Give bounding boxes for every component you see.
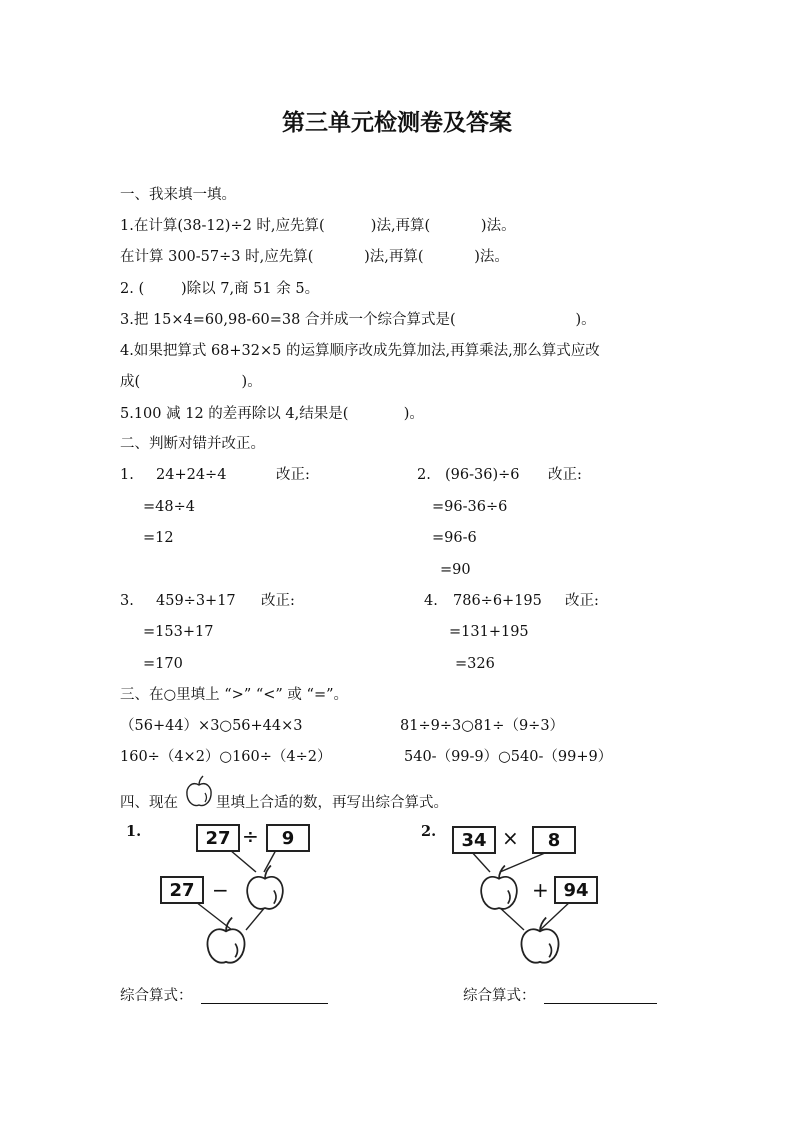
formula-answer-line-1[interactable] (201, 1003, 328, 1004)
problem-1-expression: 24+24÷4 (156, 467, 227, 483)
diagram-2 (446, 820, 596, 968)
page-title: 第三单元检测卷及答案 (282, 110, 512, 136)
diagram-1-box-a: 27 (196, 824, 240, 852)
diagram-2-number: 2. (421, 823, 437, 840)
section1-heading: 一、我来填一填。 (120, 187, 236, 203)
question-4b: 成( )。 (120, 374, 262, 390)
problem-2-step-3: =90 (440, 562, 471, 578)
question-4a: 4.如果把算式 68+32×5 的运算顺序改成先算加法,再算乘法,那么算式应改 (120, 343, 600, 359)
problem-1-fix-label: 改正: (276, 467, 310, 483)
problem-2-number: 2. (417, 467, 431, 483)
section2-heading: 二、判断对错并改正。 (120, 436, 265, 452)
problem-2-expression: (96-36)÷6 (445, 467, 520, 483)
problem-3-fix-label: 改正: (261, 593, 295, 609)
problem-3-expression: 459÷3+17 (156, 593, 236, 609)
problem-1-step-1: =48÷4 (143, 499, 195, 515)
diagram-2-operator-2: + (532, 878, 549, 902)
problem-4-step-2: =326 (455, 656, 495, 672)
problem-3-step-2: =170 (143, 656, 183, 672)
diagram-2-apple-1-icon (474, 864, 524, 914)
compare-2: 81÷9÷3○81÷（9÷3） (400, 718, 565, 734)
problem-3-step-1: =153+17 (143, 624, 214, 640)
formula-label-2: 综合算式： (463, 988, 536, 1004)
question-3: 3.把 15×4=60,98-60=38 合并成一个综合算式是( )。 (120, 312, 596, 328)
problem-2-step-1: =96-36÷6 (432, 499, 508, 515)
question-2: 2. ( )除以 7,商 51 余 5。 (120, 281, 320, 297)
diagram-1-apple-1-icon (240, 864, 290, 914)
diagram-2-apple-2-icon (512, 916, 568, 968)
section3-heading: 三、在○里填上 “>” “<” 或 “=”。 (120, 687, 349, 703)
diagram-2-box-b: 8 (532, 826, 576, 854)
problem-4-expression: 786÷6+195 (453, 593, 542, 609)
diagram-2-operator-1: × (502, 826, 519, 850)
compare-4: 540-（99-9）○540-（99+9） (404, 749, 613, 765)
problem-1-step-2: =12 (143, 530, 174, 546)
compare-3: 160÷（4×2）○160÷（4÷2） (120, 749, 332, 765)
formula-label-1: 综合算式： (120, 988, 193, 1004)
problem-4-fix-label: 改正: (565, 593, 599, 609)
diagram-1-box-b: 9 (266, 824, 310, 852)
diagram-1-operator-1: ÷ (242, 824, 259, 848)
diagram-2-box-c: 94 (554, 876, 598, 904)
problem-2-fix-label: 改正: (548, 467, 582, 483)
question-5: 5.100 减 12 的差再除以 4,结果是( )。 (120, 406, 424, 422)
question-1b: 在计算 300-57÷3 时,应先算( )法,再算( )法。 (120, 249, 509, 265)
formula-answer-line-2[interactable] (544, 1003, 657, 1004)
diagram-1-operator-2: − (212, 878, 229, 902)
problem-4-step-1: =131+195 (449, 624, 529, 640)
diagram-1 (158, 820, 328, 968)
section4-heading-pre: 四、现在 (120, 795, 178, 811)
problem-1-number: 1. (120, 467, 134, 483)
problem-3-number: 3. (120, 593, 134, 609)
diagram-1-number: 1. (126, 823, 142, 840)
question-1a: 1.在计算(38-12)÷2 时,应先算( )法,再算( )法。 (120, 218, 516, 234)
apple-icon (184, 775, 214, 809)
problem-2-step-2: =96-6 (432, 530, 477, 546)
diagram-1-apple-2-icon (198, 916, 254, 968)
problem-4-number: 4. (424, 593, 438, 609)
diagram-1-box-c: 27 (160, 876, 204, 904)
section4-heading-post: 里填上合适的数，再写出综合算式。 (216, 795, 448, 811)
compare-1: （56+44）×3○56+44×3 (120, 718, 303, 734)
diagram-2-box-a: 34 (452, 826, 496, 854)
